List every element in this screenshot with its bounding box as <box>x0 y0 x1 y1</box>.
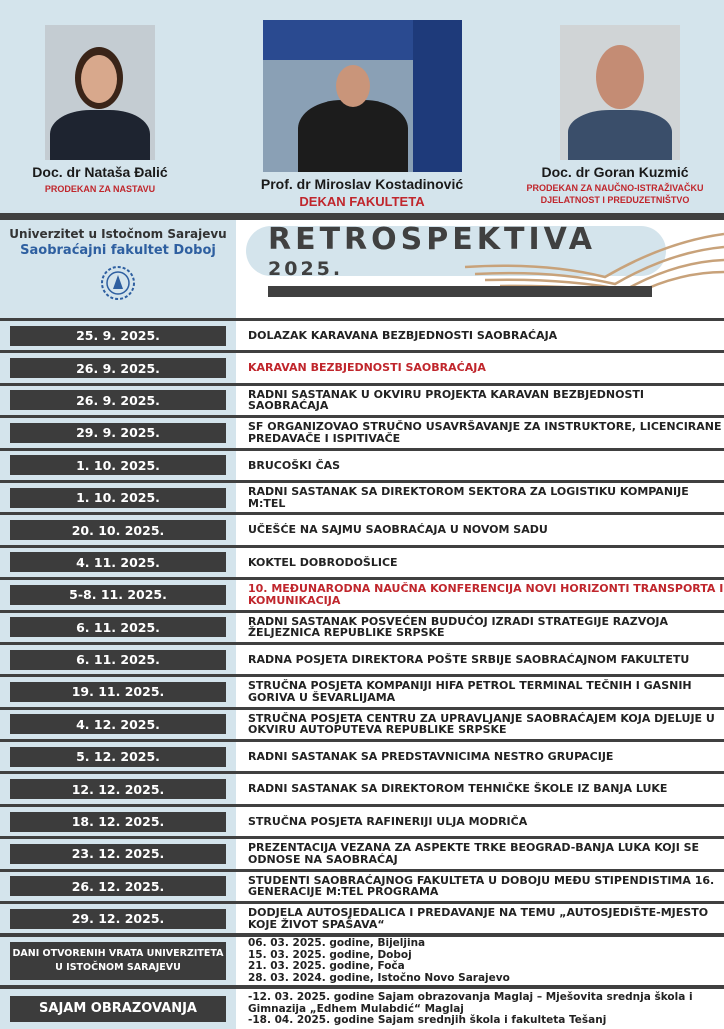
event-row <box>0 577 724 609</box>
event-date: 6. 11. 2025. <box>10 650 226 670</box>
event-row <box>0 707 724 739</box>
person-name: Doc. dr Goran Kuzmić <box>541 164 689 180</box>
event-text: RADNI SASTANAK U OKVIRU PROJEKTA KARAVAN BEZBJEDNOSTI SAOBRAĆAJA <box>248 387 644 413</box>
event-text: STRUČNA POSJETA CENTRU ZA UPRAVLJANJE SAOBRAĆAJEM KOJA DJELUJE U OKVIRU AUTOPUTEVA REPUBLIKE SRPSKE <box>248 711 715 737</box>
event-date: 20. 10. 2025. <box>10 520 226 540</box>
page-title: RETROSPEKTIVA <box>268 222 597 257</box>
event-text: 10. MEĐUNARODNA NAUČNA KONFERENCIJA NOVI HORIZONTI TRANSPORTA I KOMUNIKACIJA <box>248 582 724 607</box>
fair-item: -12. 03. 2025. godine Sajam obrazovanja Maglaj – Mješovita srednja škola i Gimnazija „Edhem Mulabdić“ Maglaj <box>248 991 693 1015</box>
event-row <box>0 739 724 771</box>
event-row <box>0 674 724 706</box>
fair-item: -18. 04. 2025. godine Sajam srednjih škola i fakulteta Tešanj <box>248 1014 607 1027</box>
event-row <box>0 383 724 415</box>
event-date: 19. 11. 2025. <box>10 682 226 702</box>
title-underline <box>268 286 652 297</box>
open-day-item: 15. 03. 2025. godine, Doboj <box>248 948 412 961</box>
event-row <box>0 318 724 350</box>
event-row <box>0 512 724 544</box>
fair-label: SAJAM OBRAZOVANJA <box>10 996 226 1022</box>
faculty-name: Saobraćajni fakultet Doboj <box>20 243 216 258</box>
event-text: RADNI SASTANAK SA DIREKTOROM SEKTORA ZA LOGISTIKU KOMPANIJE M:TEL <box>248 485 689 510</box>
event-date: 18. 12. 2025. <box>10 812 226 832</box>
event-row <box>0 448 724 480</box>
faculty-logo <box>99 264 137 302</box>
event-date: 5. 12. 2025. <box>10 747 226 767</box>
event-row <box>0 642 724 674</box>
event-row <box>0 415 724 447</box>
open-day-item: 21. 03. 2025. godine, Foča <box>248 960 405 973</box>
event-text: STRUČNA POSJETA KOMPANIJI HIFA PETROL TERMINAL TEČNIH I GASNIH GORIVA U ŠEVARLIJAMA <box>248 679 692 704</box>
event-date: 26. 12. 2025. <box>10 876 226 896</box>
photo-prodekan-nastava <box>45 25 155 160</box>
event-text: RADNA POSJETA DIREKTORA POŠTE SRBIJE SAOBRAĆAJNOM FAKULTETU <box>248 652 690 666</box>
event-date: 23. 12. 2025. <box>10 844 226 864</box>
person-name: Prof. dr Miroslav Kostadinović <box>260 176 464 192</box>
event-date: 12. 12. 2025. <box>10 779 226 799</box>
person-role: PRODEKAN ZA NAUČNO-ISTRAŽIVAČKU <box>526 183 704 193</box>
event-row <box>0 901 724 933</box>
event-row <box>0 869 724 901</box>
event-text: RADNI SASTANAK SA DIREKTOROM TEHNIČKE ŠKOLE IZ BANJA LUKE <box>248 782 668 796</box>
event-date: 4. 11. 2025. <box>10 552 226 572</box>
event-text: KOKTEL DOBRODOŠLICE <box>248 555 398 569</box>
event-date: 29. 12. 2025. <box>10 909 226 929</box>
event-row <box>0 610 724 642</box>
event-text: UČEŠĆE NA SAJMU SAOBRAĆAJA U NOVOM SADU <box>248 523 548 537</box>
photo-prodekan-nauka <box>560 25 680 160</box>
event-date: 6. 11. 2025. <box>10 617 226 637</box>
person-role: DEKAN FAKULTETA <box>299 194 425 209</box>
event-date: 4. 12. 2025. <box>10 714 226 734</box>
photo-dekan <box>263 20 462 172</box>
university-name: Univerzitet u Istočnom Sarajevu <box>9 227 227 241</box>
event-text: SF ORGANIZOVAO STRUČNO USAVRŠAVANJE ZA INSTRUKTORE, LICENCIRANE PREDAVAČE I ISPITIVAČE <box>248 420 722 445</box>
page-year: 2025. <box>268 258 344 280</box>
event-date: 26. 9. 2025. <box>10 358 226 378</box>
open-days-label: DANI OTVORENIH VRATA UNIVERZITETA <box>12 948 224 960</box>
event-text: STRUČNA POSJETA RAFINERIJI ULJA MODRIČA <box>248 814 528 828</box>
event-text: DODJELA AUTOSJEDALICA I PREDAVANJE NA TEMU „AUTOSJEDIŠTE-MJESTO KOJE ŽIVOT SPAŠAVA“ <box>248 906 709 931</box>
event-text: STUDENTI SAOBRAĆAJNOG FAKULTETA U DOBOJU MEĐU STIPENDISTIMA 16. GENERACIJE M:TEL PROGRAMA <box>248 873 715 899</box>
event-text: RADNI SASTANAK SA PREDSTAVNICIMA NESTRO GRUPACIJE <box>248 750 614 764</box>
event-row <box>0 836 724 868</box>
event-date: 1. 10. 2025. <box>10 455 226 475</box>
event-date: 25. 9. 2025. <box>10 326 226 346</box>
open-days-row <box>0 933 724 985</box>
person-role: DJELATNOST I PREDUZETNIŠTVO <box>540 195 690 205</box>
events-list <box>0 318 724 1029</box>
fair-row <box>0 985 724 1029</box>
event-text: KARAVAN BEZBJEDNOSTI SAOBRAĆAJA <box>248 361 486 375</box>
event-row <box>0 771 724 803</box>
event-text: PREZENTACIJA VEZANA ZA ASPEKTE TRKE BEOGRAD-BANJA LUKA KOJI SE ODNOSE NA SAOBRAĆAJ <box>248 841 700 866</box>
divider <box>0 213 724 220</box>
event-date: 5-8. 11. 2025. <box>10 585 226 605</box>
event-text: DOLAZAK KARAVANA BEZBJEDNOSTI SAOBRAĆAJA <box>248 328 558 342</box>
event-row <box>0 545 724 577</box>
event-text: RADNI SASTANAK POSVEĆEN BUDUĆOJ IZRADI STRATEGIJE RAZVOJA ŽELJEZNICA REPUBLIKE SRPSKE <box>248 614 669 640</box>
person-role: PRODEKAN ZA NASTAVU <box>44 184 156 194</box>
event-row <box>0 480 724 512</box>
event-date: 1. 10. 2025. <box>10 488 226 508</box>
open-day-item: 28. 03. 2024. godine, Istočno Novo Sarajevo <box>248 971 510 984</box>
open-days-label: U ISTOČNOM SARAJEVU <box>55 962 181 974</box>
person-name: Doc. dr Nataša Đalić <box>32 164 168 180</box>
event-date: 29. 9. 2025. <box>10 423 226 443</box>
open-day-item: 06. 03. 2025. godine, Bijeljina <box>248 937 426 950</box>
event-row <box>0 350 724 382</box>
event-text: BRUCOŠKI ČAS <box>248 458 341 472</box>
event-date: 26. 9. 2025. <box>10 390 226 410</box>
event-row <box>0 804 724 836</box>
